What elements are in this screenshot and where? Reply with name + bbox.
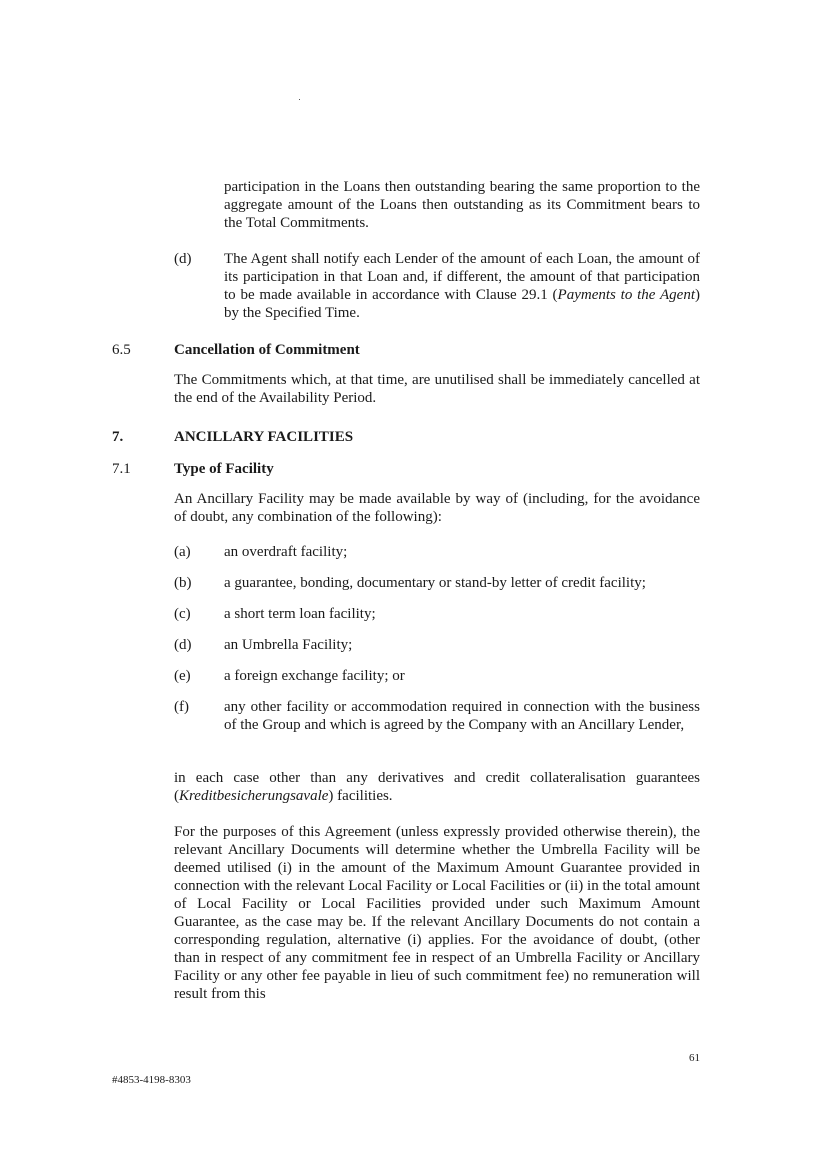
para-d-text <box>224 250 700 322</box>
para-d-text-before: The Agent shall notify each Lender of the amount of each Loan, the amount of its participation in that Loan and, if different, the amount of that participation to be made available in accordance with Clause 29.1 ( <box>224 251 700 303</box>
clause-7-1-heading: Type of Facility <box>174 461 274 477</box>
clause-7-number: 7. <box>112 429 124 445</box>
stray-mark <box>299 99 300 100</box>
item-d-label: (d) <box>174 637 192 653</box>
clause-7-heading: ANCILLARY FACILITIES <box>174 429 354 445</box>
clause-6-5-number: 6.5 <box>112 342 131 358</box>
para-d-label: (d) <box>174 251 192 267</box>
para-d-text-after: ) by the Specified Time. <box>224 287 700 321</box>
clause-7-1-closing <box>174 769 700 805</box>
clause-6-5-heading: Cancellation of Commitment <box>174 342 360 358</box>
page-number: 61 <box>689 1052 700 1064</box>
clause-7-1-purposes-paragraph: For the purposes of this Agreement (unless expressly provided otherwise therein), the relevant Ancillary Documents will determine whether the Umbrella Facility will be deemed utilised (i) in the amount of the Maximum Amount Guarantee provided in connection with the relevant Local Facility or Local Facilities or (ii) in the total amount of Local Facility or Local Facilities provided under such Maximum Amount Guarantee, as the case may be. If the relevant Ancillary Documents do not contain a corresponding regulation, alternative (i) applies. For the avoidance of doubt, (other than in respect of any commitment fee in respect of an Umbrella Facility or Ancillary Facility or any other fee payable in lieu of such commitment fee) no remuneration will result from this <box>174 824 700 1002</box>
clause-7-1-number: 7.1 <box>112 461 131 477</box>
item-f-label: (f) <box>174 699 189 715</box>
item-d-text: an Umbrella Facility; <box>224 637 353 653</box>
item-a-text: an overdraft facility; <box>224 544 348 560</box>
item-b-label: (b) <box>174 575 192 591</box>
closing-text-before: in each case other than any derivatives and credit collateralisation guarantees ( <box>174 770 700 804</box>
item-c-text: a short term loan facility; <box>224 606 376 622</box>
continuation-paragraph: participation in the Loans then outstanding bearing the same proportion to the aggregate amount of the Loans then outstanding as its Commitment bears to the Total Commitments. <box>224 179 700 231</box>
closing-italic-term: Kreditbesicherungsavale <box>179 788 329 804</box>
item-e-text: a foreign exchange facility; or <box>224 668 405 684</box>
para-d-italic-ref: Payments to the Agent <box>557 287 695 303</box>
item-a-label: (a) <box>174 544 191 560</box>
item-e-label: (e) <box>174 668 191 684</box>
item-b-text: a guarantee, bonding, documentary or stand-by letter of credit facility; <box>224 575 646 591</box>
item-c-label: (c) <box>174 606 191 622</box>
closing-text-after: ) facilities. <box>328 788 393 804</box>
document-reference: #4853-4198-8303 <box>112 1074 191 1086</box>
clause-7-1-intro: An Ancillary Facility may be made available by way of (including, for the avoidance of doubt, any combination of the following): <box>174 491 700 525</box>
clause-6-5-body: The Commitments which, at that time, are unutilised shall be immediately cancelled at the end of the Availability Period. <box>174 372 700 406</box>
item-f-text: any other facility or accommodation required in connection with the business of the Group and which is agreed by the Company with an Ancillary Lender, <box>224 699 700 733</box>
